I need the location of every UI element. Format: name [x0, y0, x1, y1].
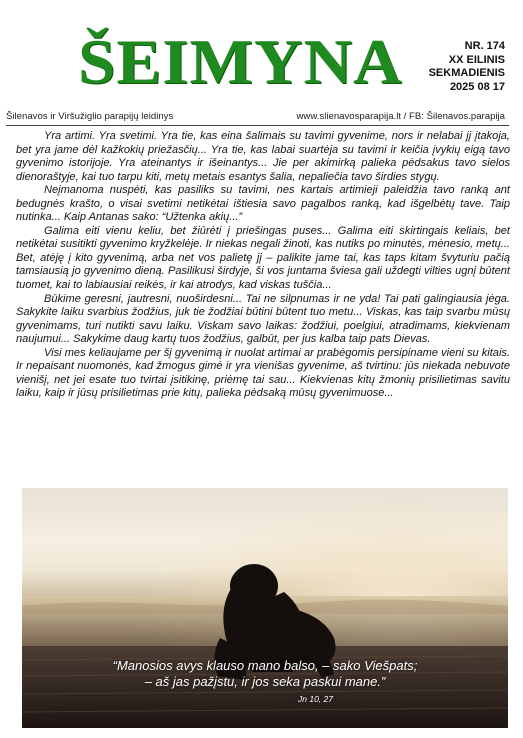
cover-photo [22, 488, 508, 728]
issue-info [429, 40, 505, 94]
article-paragraph: Galima eiti vienu keliu, bet žiūrėti į priešingas puses... Galima eiti skirtingais keliais, bet netikėtai susitikti gyvenimo kryžkelėje. Ir niekas negali žinoti, kas nutiks po minutės, mėnesio, metų... Bet, atėję į kito gyvenimą, arba net vos palietę jį – palikite jame tai, kas taps kitam švyturiu pačią tamsiausią jo gyvenimo dieną. Pasilikusi širdyje, ši vos juntama šviesa gali uždegti vilties ugnį būtent tuomet, kai to labiausiai reikės, ir kai atrodys, kad viskas tuščia... [16, 224, 510, 292]
article-paragraph: Būkime geresni, jautresni, nuoširdesni... Tai ne silpnumas ir ne yda! Tai pati galingiausia jėga. Sakykite laiku svarbius žodžius, juk tie žodžiai būtini būtent tuo metu... Viskas, kas taip svarbu mūsų gyvenimams, turi nutikti savu laiku. Viskam savo laikas: žodžiui, poelgiui, atradimams, kiekvienam naujumui... Sakykime daug kartų tuos žodžius, galbūt, per jus kalba taip pats Dievas. [16, 292, 510, 346]
article-body [16, 130, 510, 401]
bible-quote [22, 658, 508, 704]
publisher-text: Šilenavos ir Viršužiglio parapijų leidinys [6, 111, 174, 122]
issue-day: SEKMADIENIS [428, 67, 505, 79]
masthead-subline [0, 111, 523, 125]
article-paragraph: Neįmanoma nuspėti, kas pasiliks su tavimi, nes kartais artimieji paleidžia tavo ranką ant bedugnės krašto, o visai svetimi netikėtai ištiesia savo pagalbos ranką, kad išgelbėtų tave. Taip nutinka... Kaip Antanas sako: “Užtenka akių...” [16, 184, 510, 224]
website-link[interactable]: www.slienavosparapija.lt / FB: Šilenavos.parapija [296, 111, 505, 122]
quote-line-1: “Manosios avys klauso mano balso, – sako Viešpats; [112, 658, 418, 673]
masthead [0, 0, 523, 120]
quote-reference: Jn 10, 27 [298, 694, 333, 704]
masthead-divider [6, 125, 509, 126]
issue-edition: XX EILINIS [448, 53, 505, 66]
article-paragraph: Visi mes keliaujame per šį gyvenimą ir nuolat artimai ar prabėgomis persipiname vieni su kitais. Ir nepaisant nuomonės, kad žmogus gimė ir yra vienišas gyvenime, aš tvirtinu: jūs niekada nebuvote vienišį, net jei esate tuo tvirtai įsitikinę, priėmę tai sau... Kiekvienas kitų žmonių prisilietimas savitu laiku, kaip ir jūsų prisilietimas prie kitų, palieka pėdsaką mūsų gyvenimuose... [16, 346, 510, 400]
newspaper-title-logo: ŠEIMYNA [78, 26, 403, 97]
issue-number: NR. 174 [464, 40, 505, 52]
issue-date: 2025 08 17 [449, 80, 505, 93]
quote-line-2: – aš jas pažįstu, ir jos seka paskui mane.” [144, 674, 386, 689]
sitting-person-silhouette-illustration [22, 488, 508, 728]
article-paragraph: Yra artimi. Yra svetimi. Yra tie, kas eina šalimais su tavimi gyvenime, nors ir nelabai jį įtakoja, bet yra jame dėl kažkokių priežasčių... Yra tie, kas labai suartėja su tavimi ir keičia įvykių eigą tavo gyvenimo istorijoje. Yra ateinantys ir išeinantys... Jie per akimirką palieka pėdsakus tavo sielos dienoraštyje, kai tuo tarpu kiti, metų metais esantys šalia, nepaliečia tavo širdies stygų. [16, 130, 510, 183]
